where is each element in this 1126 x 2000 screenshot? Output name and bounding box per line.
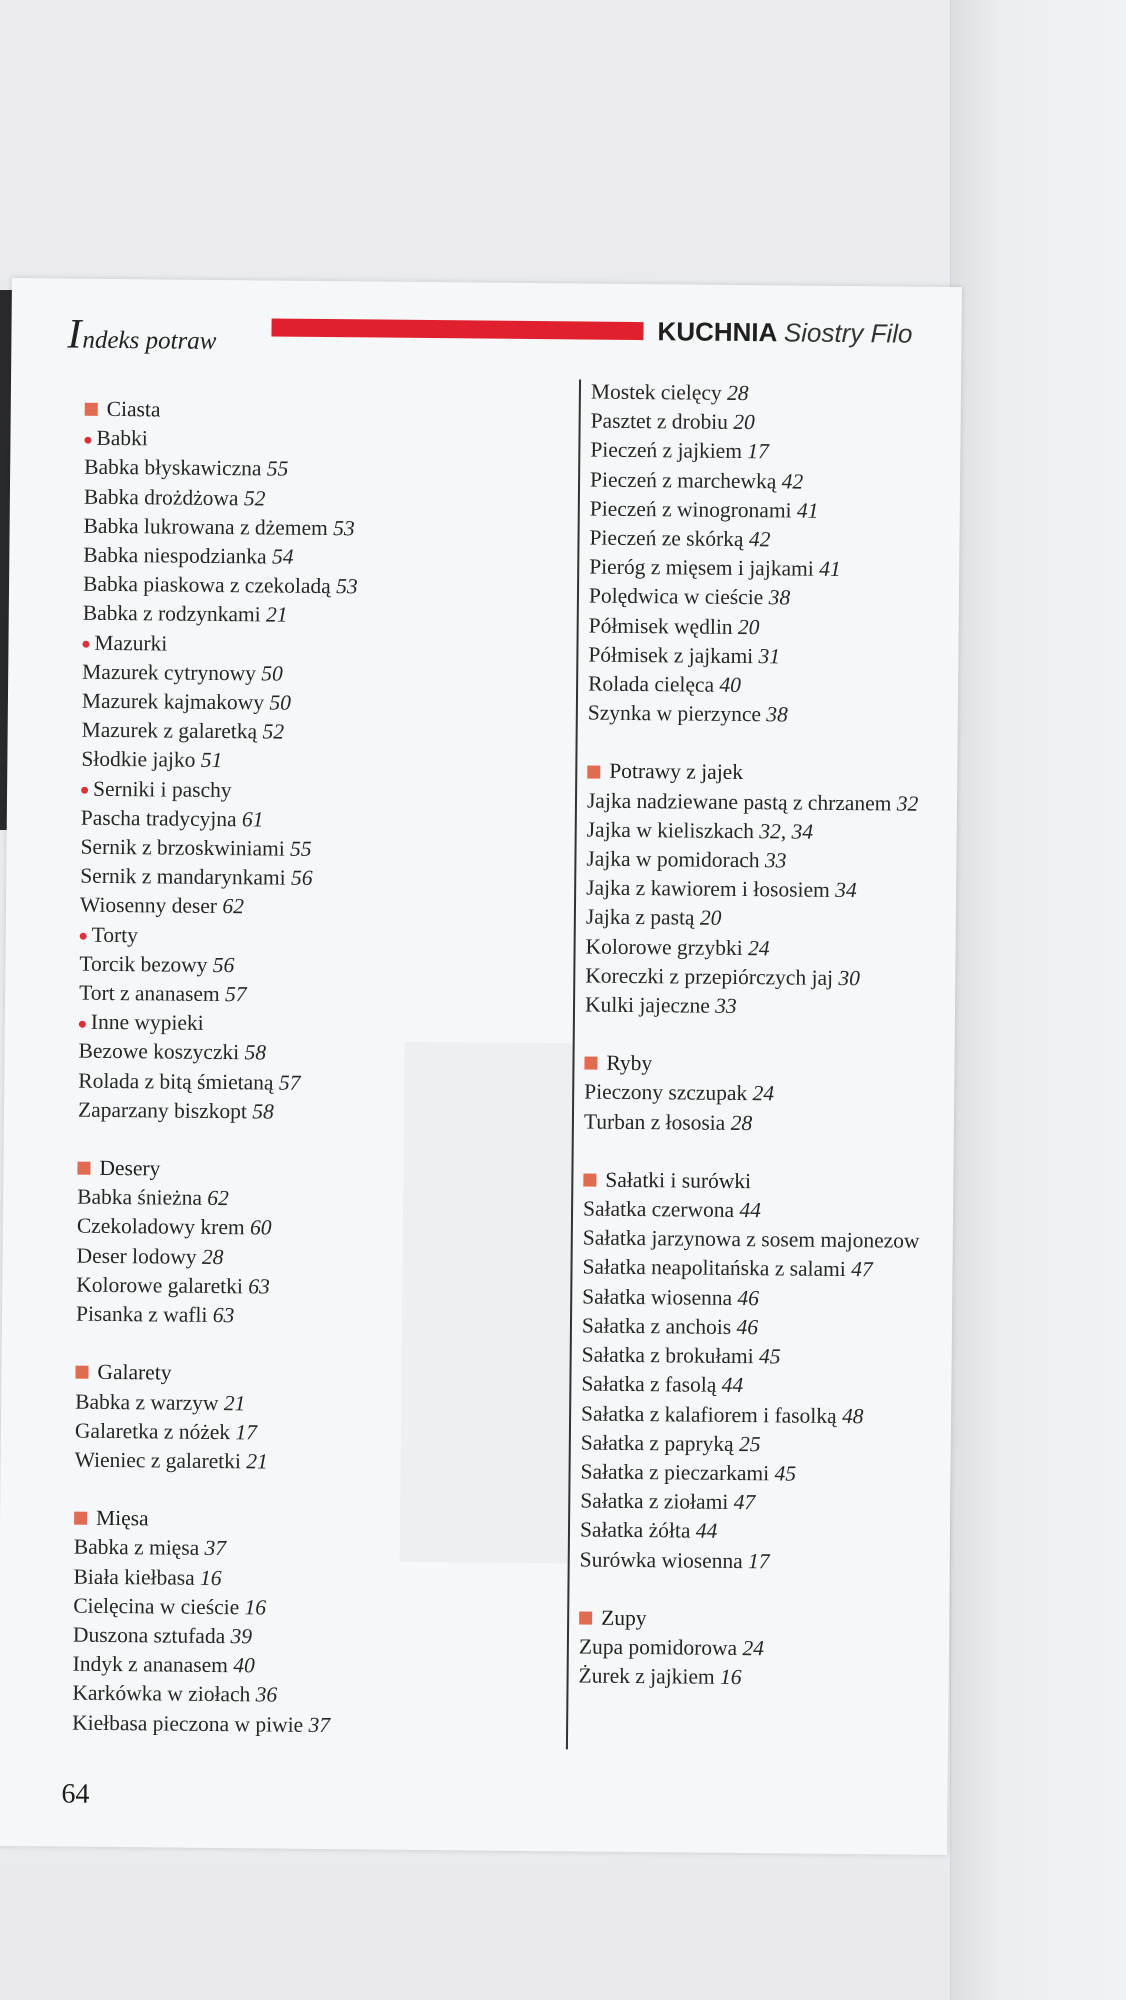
subsection-title-text: Serniki i paschy (92, 776, 232, 802)
section-title (75, 1358, 545, 1392)
entry-name: Pascha tradycyjna (80, 805, 237, 832)
index-entry (581, 1399, 962, 1432)
entry-name: Szynka w pierzynce (587, 700, 762, 727)
page-number: 64 (61, 1778, 90, 1810)
entry-name: Babka drożdżowa (83, 484, 239, 510)
entry-page: 24 (752, 1081, 775, 1106)
section-title-text: Potrawy z jajek (609, 759, 744, 785)
entry-page: 30 (838, 965, 861, 991)
entry-name: Bezowe koszyczki (78, 1039, 240, 1065)
entry-page: 42 (781, 469, 804, 494)
index-entry (589, 524, 962, 557)
index-entry (72, 1679, 542, 1713)
entry-name: Zaparzany biszkopt (77, 1097, 248, 1124)
entry-page: 56 (290, 865, 313, 891)
entry-page: 24 (747, 935, 770, 960)
section-title-text: Sałatki i surówki (605, 1167, 752, 1194)
section-spacer (584, 1136, 962, 1169)
entry-page: 53 (336, 574, 358, 599)
index-entry (75, 1446, 545, 1480)
entry-page: 28 (726, 380, 749, 406)
index-entry (580, 1516, 962, 1549)
index-entry (584, 1078, 962, 1111)
entry-name: Sałatka z fasolą (581, 1371, 717, 1398)
entry-name: Wiosenny deser (79, 893, 218, 919)
entry-page: 34 (835, 878, 857, 903)
section-square-icon (85, 403, 98, 416)
entry-name: Jajka z kawiorem i łososiem (586, 875, 830, 903)
index-entry (80, 862, 550, 896)
index-entry (585, 932, 961, 965)
entry-name: Kulki jajeczne (584, 992, 710, 1018)
entry-name: Duszona sztufada (72, 1622, 226, 1649)
index-entry (589, 611, 962, 644)
subsection-title (82, 628, 552, 662)
entry-name: Koreczki z przepiórczych jaj (585, 963, 834, 990)
subsection-title-text: Torty (91, 922, 139, 947)
index-entry (73, 1650, 543, 1684)
index-entry (83, 599, 553, 633)
section-spacer (579, 1574, 962, 1607)
entry-name: Kiełbasa pieczona w piwie (72, 1710, 304, 1737)
index-entry (582, 1341, 962, 1374)
entry-page: 57 (278, 1070, 301, 1095)
entry-page: 28 (730, 1110, 753, 1135)
section-square-icon (75, 1366, 88, 1379)
entry-name: Pieróg z mięsem i jajkami (589, 554, 814, 581)
entry-name: Sałatka wiosenna (582, 1284, 733, 1310)
entry-name: Sernik z brzoskwiniami (80, 834, 285, 861)
entry-name: Pieczony szczupak (584, 1079, 748, 1106)
entry-page: 46 (737, 1285, 760, 1310)
entry-name: Deser lodowy (76, 1243, 197, 1269)
entry-name: Biała kiełbasa (73, 1564, 195, 1590)
section-spacer (78, 1125, 548, 1159)
entry-name: Babka śnieżna (77, 1184, 203, 1211)
entry-name: Sałatka z papryką (580, 1430, 734, 1456)
section-title (583, 1165, 962, 1198)
subsection-title (79, 1008, 549, 1042)
entry-name: Babka z warzyw (75, 1389, 219, 1415)
entry-page: 16 (199, 1565, 222, 1590)
subsection-title (84, 424, 554, 458)
index-entry (579, 1632, 962, 1665)
entry-name: Żurek z jajkiem (578, 1663, 715, 1689)
index-entry (591, 378, 962, 411)
index-entry (83, 570, 553, 604)
subsection-title-text: Inne wypieki (90, 1010, 204, 1036)
index-entry (590, 465, 962, 498)
entry-name: Galaretka z nóżek (74, 1418, 231, 1444)
section-spacer (76, 1329, 546, 1363)
entry-page: 44 (721, 1373, 744, 1398)
index-entry (73, 1562, 543, 1596)
entry-name: Półmisek wędlin (588, 613, 733, 639)
entry-name: Sałatka z pieczarkami (580, 1459, 770, 1486)
index-column-right (578, 378, 961, 1695)
index-entry (588, 640, 962, 673)
index-entry (588, 699, 962, 732)
index-entry (81, 804, 551, 838)
entry-page: 44 (695, 1518, 718, 1544)
index-entry (587, 786, 962, 819)
index-entry (76, 1271, 546, 1305)
section-title (587, 757, 962, 790)
entry-name: Pasztet z drobiu (590, 408, 729, 435)
index-entry (72, 1708, 542, 1742)
index-entry (78, 1066, 548, 1100)
index-entry (580, 1487, 962, 1520)
entry-page: 46 (736, 1314, 759, 1340)
subsection-title-text: Babki (96, 426, 148, 451)
section-square-icon (74, 1512, 87, 1525)
entry-name: Tort z ananasem (79, 980, 220, 1007)
section-spacer (585, 1020, 962, 1053)
title-text: ndeks potraw (82, 326, 217, 355)
entry-page: 25 (738, 1431, 761, 1456)
section-square-icon (579, 1611, 592, 1624)
index-entry (581, 1428, 962, 1461)
section-spacer (587, 728, 962, 761)
index-entry (75, 1416, 545, 1450)
entry-page: 55 (290, 836, 312, 861)
entry-page: 20 (733, 410, 755, 435)
entry-name: Czekoladowy krem (76, 1214, 245, 1240)
entry-page: 63 (212, 1303, 235, 1328)
entry-name: Pisanka z wafli (75, 1301, 208, 1328)
entry-name: Rolada z bitą śmietaną (78, 1068, 274, 1095)
bullet-icon (84, 436, 91, 443)
entry-name: Mostek cielęcy (590, 379, 722, 405)
index-entry (83, 541, 553, 575)
entry-page: 39 (230, 1624, 253, 1649)
brand-subtitle: Siostry Filo (783, 317, 913, 349)
entry-page: 50 (261, 661, 283, 686)
entry-page: 16 (719, 1664, 742, 1690)
entry-name: Sałatka czerwona (582, 1196, 735, 1223)
section-title (85, 395, 555, 429)
entry-name: Babka lukrowana z dżemem (83, 513, 328, 540)
entry-page: 16 (244, 1595, 267, 1620)
entry-page: 33 (715, 993, 737, 1019)
index-entry (74, 1533, 544, 1567)
entry-page: 21 (265, 602, 288, 628)
section-title-text: Ciasta (106, 396, 161, 422)
entry-page: 37 (308, 1712, 331, 1737)
entry-page: 21 (246, 1449, 268, 1474)
index-entry (580, 1457, 962, 1490)
index-entry (585, 991, 962, 1024)
index-entry (82, 687, 552, 721)
index-entry (79, 950, 549, 984)
index-entry (590, 436, 962, 469)
entry-name: Zupa pomidorowa (578, 1634, 738, 1660)
index-entry (79, 979, 549, 1013)
entry-page: 52 (262, 719, 285, 744)
index-column-left (72, 395, 555, 1742)
entry-page: 17 (747, 439, 769, 464)
section-square-icon (77, 1162, 90, 1175)
entry-page: 41 (819, 556, 841, 582)
index-entry (77, 1183, 547, 1217)
entry-page: 45 (774, 1461, 797, 1486)
entry-page: 36 (255, 1682, 278, 1707)
entry-page: 54 (271, 544, 294, 569)
index-entry (83, 512, 553, 546)
section-square-icon (587, 765, 600, 778)
index-page (0, 278, 962, 1855)
entry-name: Sałatka z kalafiorem i fasolką (581, 1401, 837, 1428)
entry-name: Indyk z ananasem (72, 1651, 229, 1678)
section-title (584, 1049, 962, 1082)
entry-page: 61 (241, 807, 264, 832)
index-entry (588, 670, 962, 703)
entry-name: Pieczeń z winogronami (589, 496, 792, 523)
index-entry (76, 1300, 546, 1334)
entry-name: Sałatka z ziołami (580, 1488, 729, 1515)
entry-name: Mazurek cytrynowy (82, 659, 257, 686)
section-title (77, 1154, 547, 1188)
entry-page: 33 (764, 848, 787, 873)
index-entry (589, 553, 962, 586)
entry-name: Cielęcina w cieście (73, 1593, 240, 1619)
index-entry (586, 874, 962, 907)
index-entry (587, 815, 962, 848)
entry-page: 62 (207, 1186, 229, 1211)
subsection-title (80, 920, 550, 954)
entry-name: Surówka wiosenna (579, 1547, 743, 1573)
entry-name: Sałatka z anchois (581, 1313, 732, 1339)
index-entry (80, 891, 550, 925)
index-entry (580, 1545, 962, 1578)
index-entry (582, 1282, 962, 1315)
page-title (67, 311, 216, 360)
bullet-icon (81, 787, 88, 794)
index-entry (78, 1096, 548, 1130)
header-brand (657, 316, 912, 349)
entry-name: Sałatka jarzynowa z sosem majonezow (582, 1225, 920, 1254)
entry-name: Słodkie jajko (81, 747, 196, 773)
index-entry (586, 845, 962, 878)
entry-page: 55 (266, 456, 289, 482)
section-title-text: Mięsa (95, 1505, 149, 1531)
entry-page: 21 (223, 1390, 246, 1415)
entry-page: 52 (243, 485, 266, 511)
index-entry (590, 494, 962, 527)
index-entry (80, 833, 550, 867)
entry-page: 40 (233, 1653, 255, 1678)
entry-page: 32, 34 (759, 819, 814, 844)
entry-name: Półmisek z jajkami (588, 642, 754, 668)
entry-name: Pieczeń z marchewką (589, 467, 777, 493)
index-entry (84, 482, 554, 516)
entry-page: 48 (841, 1403, 864, 1428)
section-square-icon (584, 1057, 597, 1070)
entry-name: Sałatka z brokułami (581, 1342, 754, 1369)
entry-name: Kolorowe galaretki (76, 1272, 244, 1299)
entry-name: Babka z mięsa (73, 1534, 200, 1561)
index-entry (81, 745, 551, 779)
entry-name: Babka niespodzianka (83, 542, 267, 569)
entry-page: 20 (737, 614, 760, 639)
section-spacer (74, 1475, 544, 1509)
entry-page: 17 (747, 1548, 770, 1573)
entry-page: 38 (766, 702, 788, 727)
section-title-text: Galarety (97, 1360, 172, 1385)
index-entry (585, 961, 962, 994)
entry-page: 58 (244, 1040, 267, 1065)
index-entry (578, 1662, 961, 1695)
entry-name: Pieczeń z jajkiem (590, 437, 743, 464)
entry-page: 37 (204, 1536, 227, 1561)
bullet-icon (80, 933, 87, 940)
index-entry (78, 1037, 548, 1071)
entry-page: 63 (248, 1274, 270, 1299)
entry-name: Turban z łososia (583, 1109, 726, 1135)
entry-name: Sernik z mandarynkami (80, 863, 286, 890)
entry-name: Mazurek z galaretką (81, 717, 258, 744)
index-entry (73, 1591, 543, 1625)
section-title-text: Zupy (601, 1605, 647, 1630)
entry-name: Sałatka neapolitańska z salami (582, 1255, 846, 1282)
entry-name: Jajka w pomidorach (586, 846, 760, 873)
entry-name: Kolorowe grzybki (585, 934, 743, 960)
index-entry (75, 1387, 545, 1421)
bullet-icon (79, 1021, 86, 1028)
section-title (579, 1603, 962, 1636)
index-entry (82, 716, 552, 750)
entry-name: Karkówka w ziołach (72, 1680, 251, 1707)
entry-page: 42 (748, 527, 771, 552)
index-entry (582, 1311, 962, 1344)
entry-page: 28 (201, 1244, 224, 1269)
entry-name: Babka z rodzynkami (82, 601, 261, 627)
section-title-text: Desery (99, 1155, 161, 1181)
entry-page: 32 (896, 791, 919, 816)
section-title (74, 1504, 544, 1538)
section-square-icon (583, 1173, 596, 1186)
entry-name: Babka piaskowa z czekoladą (82, 571, 331, 599)
entry-name: Mazurek kajmakowy (81, 688, 265, 715)
entry-page: 38 (768, 585, 791, 610)
entry-name: Rolada cielęca (588, 671, 715, 697)
entry-page: 60 (249, 1215, 272, 1241)
entry-name: Jajka w kieliszkach (586, 817, 755, 843)
entry-page: 58 (252, 1099, 274, 1124)
header-red-bar (271, 318, 643, 340)
subsection-title (81, 774, 551, 808)
index-entry (582, 1253, 962, 1286)
entry-page: 62 (222, 894, 245, 919)
entry-page: 24 (742, 1635, 765, 1661)
subsection-title-text: Mazurki (94, 630, 168, 656)
entry-page: 50 (269, 690, 292, 715)
title-initial: I (67, 311, 82, 358)
next-page-edge (950, 0, 1126, 2000)
index-entry (583, 1195, 962, 1228)
entry-name: Jajka nadziewane pastą z chrzanem (586, 788, 892, 816)
index-entry (82, 658, 552, 692)
entry-page: 40 (719, 672, 742, 698)
index-entry (581, 1370, 962, 1403)
entry-page: 53 (333, 515, 355, 541)
entry-name: Jajka z pastą (585, 904, 695, 931)
index-entry (589, 582, 962, 615)
entry-page: 45 (758, 1344, 781, 1369)
index-entry (77, 1212, 547, 1246)
index-entry (584, 1107, 962, 1140)
entry-page: 57 (224, 982, 247, 1007)
index-entry (84, 453, 554, 487)
entry-name: Pieczeń ze skórką (589, 525, 744, 552)
entry-page: 47 (851, 1257, 873, 1282)
entry-page: 20 (699, 906, 722, 931)
entry-page: 41 (796, 498, 819, 523)
bullet-icon (82, 641, 89, 648)
entry-name: Polędwica w cieście (588, 583, 764, 610)
entry-page: 51 (200, 748, 223, 773)
entry-name: Sałatka żółta (579, 1517, 691, 1543)
brand-name: KUCHNIA (657, 316, 778, 348)
entry-page: 17 (235, 1419, 258, 1445)
entry-name: Babka błyskawiczna (84, 455, 262, 481)
entry-name: Wieniec z galaretki (74, 1447, 242, 1474)
index-entry (583, 1224, 962, 1257)
entry-page: 44 (739, 1198, 762, 1223)
entry-page: 56 (212, 952, 235, 978)
entry-page: 31 (758, 644, 781, 669)
index-entry (76, 1241, 546, 1275)
section-title-text: Ryby (606, 1051, 653, 1076)
entry-name: Torcik bezowy (79, 951, 208, 977)
index-entry (73, 1621, 543, 1655)
index-entry (586, 903, 962, 936)
entry-page: 47 (733, 1490, 756, 1515)
index-entry (591, 407, 962, 440)
